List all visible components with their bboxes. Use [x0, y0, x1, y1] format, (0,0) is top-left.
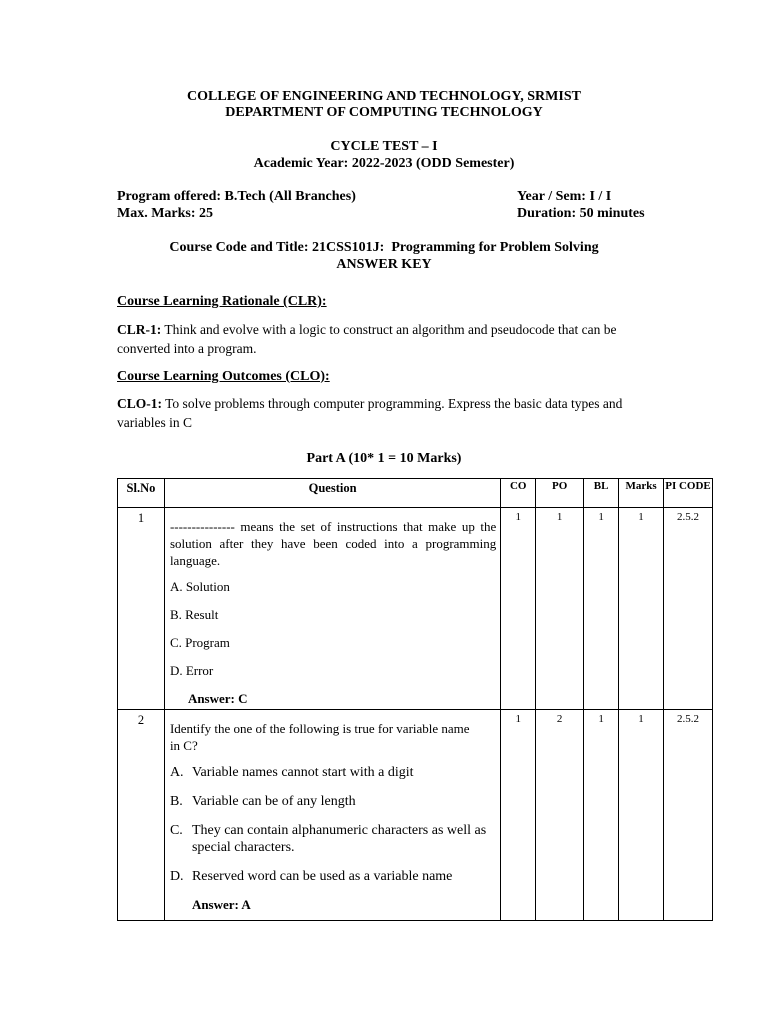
row2-pi-code: 2.5.2 [664, 710, 713, 921]
header-pi-code: PI CODE [664, 479, 713, 508]
clo-heading: Course Learning Outcomes (CLO): [117, 369, 330, 384]
row2-option-a-text: Variable names cannot start with a digit [191, 765, 414, 780]
course-title: Course Code and Title: 21CSS101J: Programming for Problem Solving [169, 240, 599, 255]
row2-marks: 1 [619, 710, 664, 921]
academic-year: Academic Year: 2022-2023 (ODD Semester) [253, 156, 515, 171]
header-marks: Marks [619, 479, 664, 508]
row2-option-c [170, 822, 496, 856]
test-name: CYCLE TEST – I [330, 139, 438, 154]
row1-pi-code: 2.5.2 [664, 508, 713, 710]
clr-paragraph [117, 320, 647, 358]
questions-table [117, 478, 713, 921]
row2-po: 2 [536, 710, 584, 921]
row1-question-cell [164, 508, 500, 710]
row2-question-text: Identify the one of the following is true for variable name in C? [169, 721, 470, 753]
header-bl: BL [584, 479, 619, 508]
row1-option-d: D. Error [169, 663, 214, 678]
row2-option-a-letter: A. [169, 765, 184, 780]
header-co: CO [501, 479, 536, 508]
row2-bl: 1 [584, 710, 619, 921]
table-header-row [118, 479, 713, 508]
header-question: Question [164, 479, 500, 508]
row2-answer: Answer: A [191, 897, 251, 912]
row2-option-c-letter: C. [169, 823, 183, 838]
part-a-title: Part A (10* 1 = 10 Marks) [306, 451, 462, 466]
row2-option-d-text: Reserved word can be used as a variable name [191, 869, 453, 884]
row1-marks: 1 [619, 508, 664, 710]
table-row [118, 710, 713, 921]
max-marks: Max. Marks: 25 [117, 206, 214, 221]
row1-bl: 1 [584, 508, 619, 710]
row2-option-b-text: Variable can be of any length [191, 794, 356, 809]
row1-question-text: --------------- means the set of instructions that make up the solution after they have been coded into a programming language. [169, 519, 497, 568]
row2-option-b-letter: B. [169, 794, 183, 809]
clo-text: To solve problems through computer programming. Express the basic data types and variables in C [117, 396, 623, 430]
row1-po: 1 [536, 508, 584, 710]
department-name: DEPARTMENT OF COMPUTING TECHNOLOGY [225, 105, 543, 120]
row2-option-d [170, 868, 496, 885]
header-po: PO [536, 479, 584, 508]
clo-paragraph [117, 394, 647, 432]
answer-key-title: ANSWER KEY [336, 257, 432, 272]
row1-answer: Answer: C [187, 691, 248, 706]
clr-heading: Course Learning Rationale (CLR): [117, 294, 327, 309]
row2-question-cell [164, 710, 500, 921]
college-name: COLLEGE OF ENGINEERING AND TECHNOLOGY, SRMIST [187, 89, 581, 104]
row2-option-b [170, 793, 496, 810]
row1-co: 1 [501, 508, 536, 710]
duration: Duration: 50 minutes [517, 206, 645, 221]
row1-slno: 1 [118, 508, 165, 710]
row1-option-c: C. Program [169, 635, 230, 650]
program-offered: Program offered: B.Tech (All Branches) [117, 189, 356, 204]
clo-label: CLO-1: [117, 396, 162, 411]
clr-text: Think and evolve with a logic to construct an algorithm and pseudocode that can be converted into a program. [117, 322, 617, 356]
row1-option-b: B. Result [169, 607, 219, 622]
table-row [118, 508, 713, 710]
row2-slno: 2 [118, 710, 165, 921]
row2-option-a [170, 764, 496, 781]
row1-option-a: A. Solution [169, 579, 230, 594]
header-slno: Sl.No [118, 479, 165, 508]
year-sem: Year / Sem: I / I [517, 189, 612, 204]
row2-option-c-text: They can contain alphanumeric characters as well as special characters. [191, 823, 487, 855]
clr-label: CLR-1: [117, 322, 162, 337]
row2-option-d-letter: D. [169, 869, 184, 884]
row2-co: 1 [501, 710, 536, 921]
